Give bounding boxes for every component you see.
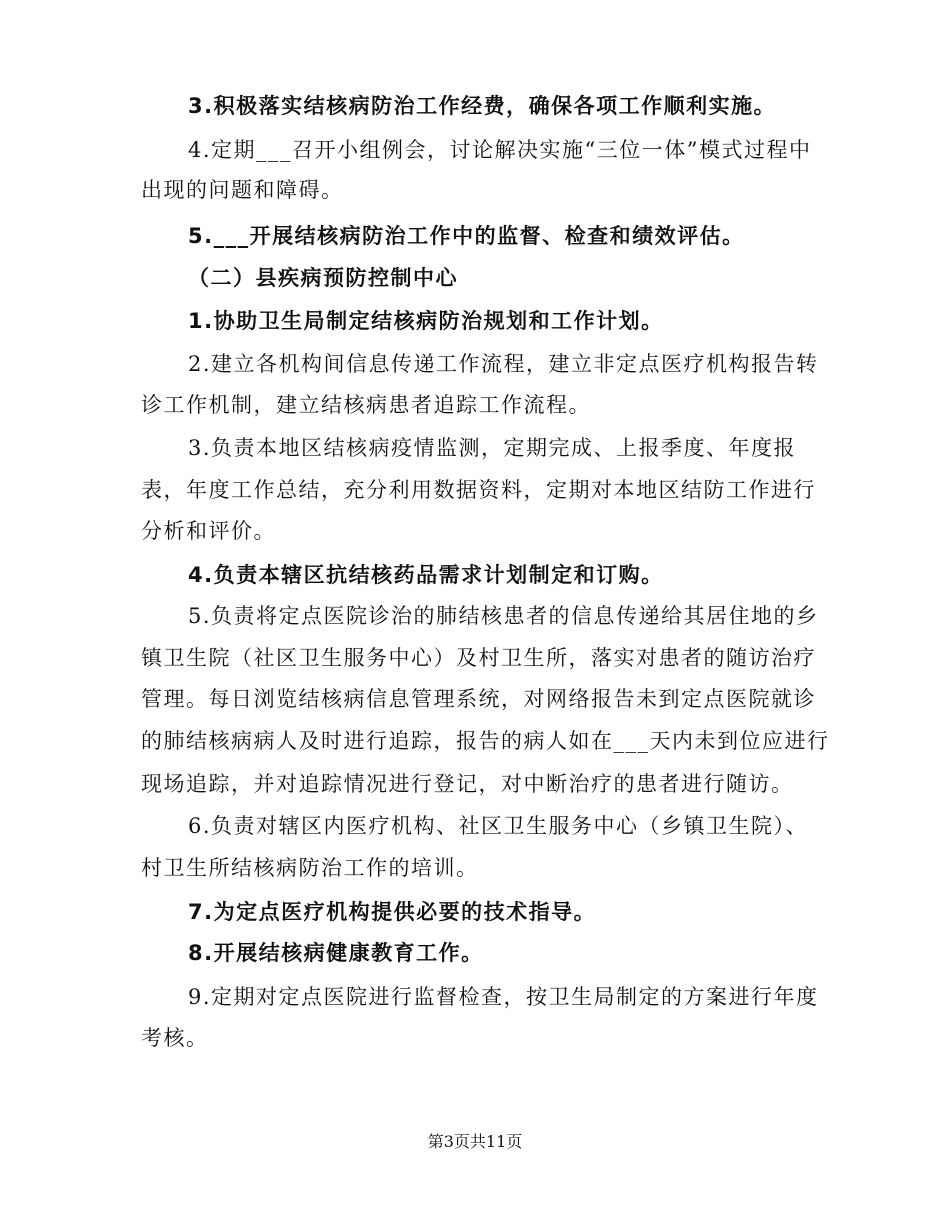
item-3-funding: 3.积极落实结核病防治工作经费，确保各项工作顺利实施。: [188, 94, 777, 118]
section-heading-cdc: （二）县疾病预防控制中心: [188, 266, 458, 290]
cdc-item-9-line-2: 考核。: [141, 1026, 209, 1050]
cdc-item-9-line-1: 9.定期对定点医院进行监督检查，按卫生局制定的方案进行年度: [188, 985, 819, 1009]
cdc-item-5-line-4: 的肺结核病病人及时进行追踪，报告的病人如在___天内未到位应进行: [141, 729, 830, 753]
cdc-item-5-line-1: 5.负责将定点医院诊治的肺结核患者的信息传递给其居住地的乡: [188, 604, 819, 628]
page-number-footer: 第3页共11页: [427, 1132, 523, 1151]
cdc-item-2-line-2: 诊工作机制，建立结核病患者追踪工作流程。: [141, 393, 591, 417]
cdc-item-3-line-1: 3.负责本地区结核病疫情监测，定期完成、上报季度、年度报: [188, 436, 797, 460]
item-4-meetings-line-2: 出现的问题和障碍。: [141, 178, 344, 202]
cdc-item-8: 8.开展结核病健康教育工作。: [188, 941, 484, 965]
cdc-item-7: 7.为定点医疗机构提供必要的技术指导。: [188, 900, 597, 924]
cdc-item-5-line-2: 镇卫生院（社区卫生服务中心）及村卫生所，落实对患者的随访治疗: [141, 646, 816, 670]
cdc-item-6-line-2: 村卫生所结核病防治工作的培训。: [141, 856, 479, 880]
item-5-supervision: 5.___开展结核病防治工作中的监督、检查和绩效评估。: [188, 224, 745, 248]
item-4-meetings-line-1: 4.定期___召开小组例会，讨论解决实施“三位一体”模式过程中: [188, 138, 812, 162]
cdc-item-1: 1.协助卫生局制定结核病防治规划和工作计划。: [188, 309, 664, 333]
cdc-item-2-line-1: 2.建立各机构间信息传递工作流程，建立非定点医疗机构报告转: [188, 352, 819, 376]
cdc-item-5-line-3: 管理。每日浏览结核病信息管理系统，对网络报告未到定点医院就诊: [141, 687, 816, 711]
cdc-item-4: 4.负责本辖区抗结核药品需求计划制定和订购。: [188, 563, 664, 587]
cdc-item-3-line-3: 分析和评价。: [141, 519, 276, 543]
cdc-item-3-line-2: 表，年度工作总结，充分利用数据资料，定期对本地区结防工作进行: [141, 478, 816, 502]
cdc-item-5-line-5: 现场追踪，并对追踪情况进行登记，对中断治疗的患者进行随访。: [141, 772, 794, 796]
cdc-item-6-line-1: 6.负责对辖区内医疗机构、社区卫生服务中心（乡镇卫生院）、: [188, 814, 809, 838]
